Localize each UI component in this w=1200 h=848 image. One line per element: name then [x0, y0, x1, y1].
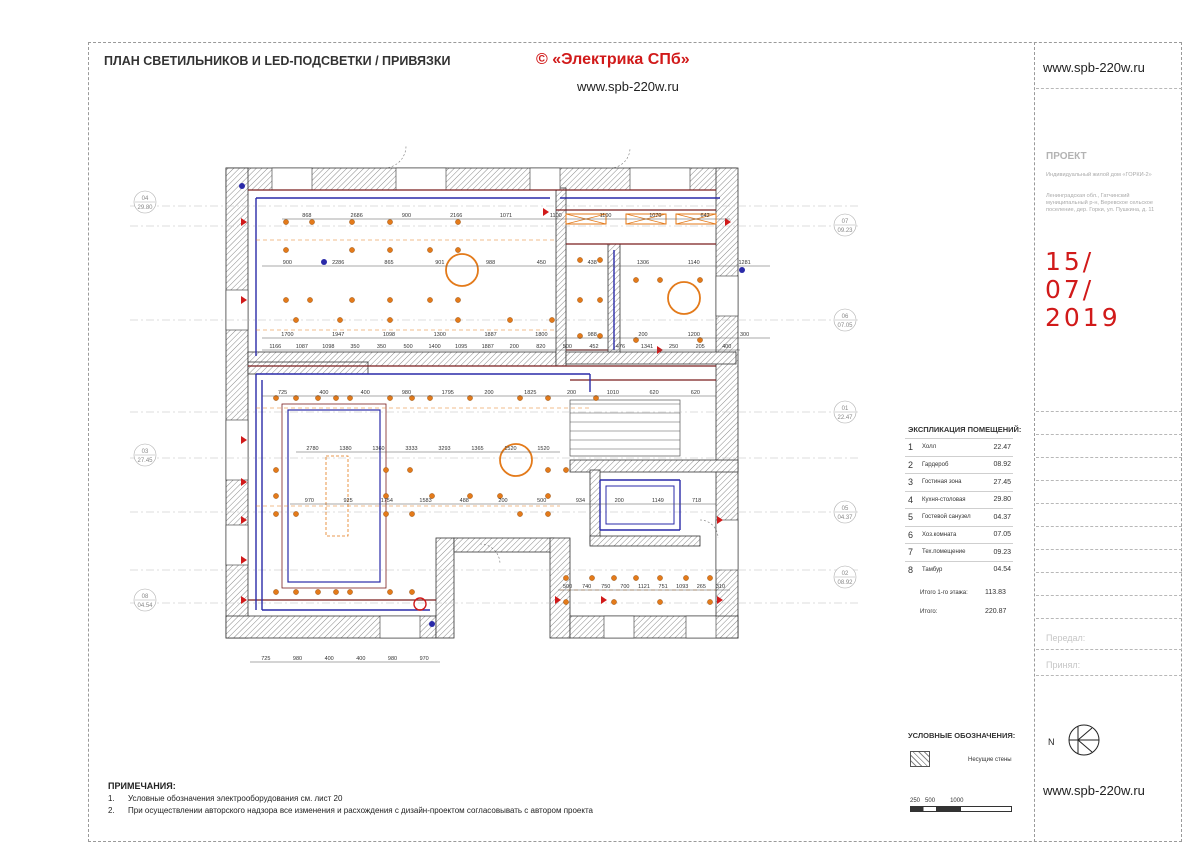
- title-block-separator: [1036, 457, 1182, 458]
- dimension-label: 1071: [499, 213, 513, 219]
- spot-light: [283, 219, 288, 224]
- spot-light: [387, 297, 392, 302]
- spot-light: [577, 257, 582, 262]
- window: [272, 168, 312, 190]
- sheet-title: ПЛАН СВЕТИЛЬНИКОВ И LED-ПОДСВЕТКИ / ПРИВЯЗКИ: [104, 54, 451, 68]
- note-item: 2. При осуществлении авторского надзора все изменения и расхождения с дизайн-проектом согласовывать с автором проекта: [108, 806, 593, 815]
- ceiling-outlet: [739, 267, 745, 273]
- dimension-label: 642: [700, 213, 710, 219]
- explication-row: [905, 544, 1013, 562]
- dimension-label: 901: [435, 260, 445, 266]
- window: [604, 616, 634, 638]
- dimension-label: 2166: [450, 213, 463, 219]
- door-swing: [384, 146, 406, 168]
- spot-light: [427, 297, 432, 302]
- spot-light: [349, 297, 354, 302]
- dimension-label: 1098: [322, 344, 335, 350]
- dimension-label: 1800: [535, 332, 548, 338]
- bearing-wall: [454, 538, 554, 552]
- walls: [226, 146, 738, 638]
- spot-light: [407, 467, 412, 472]
- spot-light: [611, 599, 616, 604]
- dimension-label: 1700: [281, 332, 294, 338]
- dimension-label: 1754: [380, 498, 393, 504]
- ceiling-outlet: [321, 259, 327, 265]
- spot-light: [283, 297, 288, 302]
- legend-title: УСЛОВНЫЕ ОБОЗНАЧЕНИЯ:: [908, 731, 1016, 740]
- dimension-label: 265: [696, 584, 706, 590]
- dimension-label: 1100: [549, 213, 562, 219]
- explication-num: 8: [905, 561, 920, 578]
- dimension-label: 980: [401, 390, 412, 396]
- dimension-label: 1520: [537, 446, 550, 452]
- title-block-separator: [1036, 572, 1182, 573]
- bearing-wall-swatch: [910, 751, 930, 767]
- dimension-label: 988: [587, 332, 597, 338]
- dimension-label: 310: [715, 584, 726, 590]
- spot-light: [349, 247, 354, 252]
- project-address: Ленинградская обл., Гатчинский муниципальный р-н, Веревское сельское поселение, дер. Горки, ул. Пушкина, д. 11: [1046, 193, 1155, 213]
- title-block-separator: [1036, 480, 1182, 481]
- dimension-label: 1087: [295, 344, 308, 350]
- room-tag-number: 06: [841, 314, 849, 320]
- led-contour: [288, 410, 380, 582]
- dimension-label: 1300: [433, 332, 446, 338]
- spot-light: [563, 467, 568, 472]
- spot-light: [707, 599, 712, 604]
- dimension-label: 205: [695, 344, 705, 350]
- dimension-label: 970: [304, 498, 314, 504]
- spot-light: [597, 257, 602, 262]
- room-tag-area: 07.05: [837, 323, 853, 329]
- spot-light: [563, 575, 568, 580]
- explication-table: [905, 438, 1013, 578]
- spot-light: [633, 575, 638, 580]
- legend-bearing-walls: Несущие стены: [968, 757, 1012, 763]
- bearing-wall: [566, 352, 736, 364]
- explication-area: 09.23: [986, 544, 1013, 562]
- dimension-label: 200: [566, 390, 577, 396]
- total-label: Итого:: [920, 609, 938, 615]
- title-block-separator: [1036, 595, 1182, 596]
- dimension-label: 1365: [471, 446, 484, 452]
- spot-light: [455, 219, 460, 224]
- title-block-separator: [1036, 411, 1182, 412]
- dimension-label: 1100: [599, 213, 612, 219]
- brand-name: © «Электрика СПб»: [536, 51, 690, 68]
- explication-area: 27.45: [986, 474, 1013, 492]
- window: [396, 168, 446, 190]
- title-block-separator: [1036, 549, 1182, 550]
- spot-light: [307, 297, 312, 302]
- spot-light: [589, 575, 594, 580]
- room-tag-area: 04.37: [837, 515, 853, 521]
- date-day: 15/: [1045, 247, 1095, 276]
- staircase: [570, 400, 680, 456]
- explication-area: 07.05: [986, 526, 1013, 544]
- title-block-separator: [1036, 618, 1182, 619]
- project-label: ПРОЕКТ: [1046, 151, 1087, 162]
- spot-light: [563, 599, 568, 604]
- dimension-label: 1795: [441, 390, 454, 396]
- explication-num: 5: [905, 509, 920, 527]
- dimension-label: 400: [722, 344, 732, 350]
- spot-light: [545, 467, 550, 472]
- dimension-label: 1380: [339, 446, 352, 452]
- field-accepted: Принял:: [1046, 660, 1081, 670]
- title-block-url-bottom: www.spb-220w.ru: [1043, 783, 1145, 798]
- explication-num: 6: [905, 526, 920, 544]
- explication-num: 7: [905, 544, 920, 562]
- ceiling-outlet: [239, 183, 245, 189]
- explication-num: 4: [905, 491, 920, 509]
- dimension-label: 900: [282, 260, 292, 266]
- spot-light: [387, 317, 392, 322]
- total-value: 220.87: [985, 608, 1007, 615]
- spot-light: [683, 575, 688, 580]
- scale-label: 500: [925, 798, 936, 804]
- spot-light: [657, 575, 662, 580]
- dimension-label: 500: [562, 584, 573, 590]
- brand-url: www.spb-220w.ru: [577, 79, 679, 94]
- dimension-label: 620: [649, 390, 659, 396]
- dimension-label: 1360: [372, 446, 385, 452]
- room-tag-number: 01: [841, 406, 849, 412]
- spot-light: [517, 511, 522, 516]
- spot-light: [545, 511, 550, 516]
- spot-light: [409, 589, 414, 594]
- dimension-label: 1070: [649, 213, 662, 219]
- room-tag-number: 07: [841, 219, 849, 225]
- dimension-label: 400: [356, 656, 366, 662]
- explication-area: 29.80: [986, 491, 1013, 509]
- explication-name: Холл: [920, 439, 986, 457]
- spot-light: [455, 317, 460, 322]
- dimension-label: 1947: [332, 332, 345, 338]
- spot-light: [597, 297, 602, 302]
- total-floor-value: 113.83: [985, 589, 1006, 596]
- spot-light: [337, 317, 342, 322]
- title-block-url-top: www.spb-220w.ru: [1043, 60, 1145, 75]
- spot-light: [387, 219, 392, 224]
- spot-light: [315, 589, 320, 594]
- spot-light: [273, 589, 278, 594]
- room-tag-number: 05: [841, 506, 849, 512]
- explication-name: Гостевой санузел: [920, 509, 986, 527]
- wall-sconce: [543, 208, 549, 216]
- explication-name: Хоз.комната: [920, 526, 986, 544]
- explication-row: [905, 456, 1013, 474]
- spot-light: [657, 599, 662, 604]
- date-year: 2019: [1045, 303, 1121, 332]
- spot-light: [383, 467, 388, 472]
- dimension-label: 900: [401, 213, 412, 219]
- dimension-label: 1140: [687, 260, 700, 266]
- explication-name: Кухня-столовая: [920, 491, 986, 509]
- explication-name: Тамбур: [920, 561, 986, 578]
- spot-light: [507, 317, 512, 322]
- dimension-label: 725: [261, 656, 271, 662]
- explication-area: 08.92: [986, 456, 1013, 474]
- window: [530, 168, 560, 190]
- dimension-label: 980: [387, 656, 398, 662]
- dimension-label: 350: [350, 344, 360, 350]
- dimension-label: 620: [690, 390, 700, 396]
- dimension-label: 2686: [350, 213, 363, 219]
- issue-date: [1045, 248, 1121, 332]
- dimension-label: 980: [292, 656, 303, 662]
- spot-light: [333, 589, 338, 594]
- spot-light: [293, 511, 298, 516]
- scale-labels: [910, 798, 963, 804]
- title-block-separator: [1036, 526, 1182, 527]
- spot-light: [455, 297, 460, 302]
- dimension-label: 2286: [332, 260, 345, 266]
- dimension-label: 750: [601, 584, 611, 590]
- explication-row: [905, 439, 1013, 457]
- spot-light: [347, 589, 352, 594]
- title-block-divider: [1034, 42, 1035, 842]
- door-swing: [700, 520, 718, 538]
- spot-light: [283, 247, 288, 252]
- north-letter: N: [1048, 737, 1055, 747]
- window: [226, 290, 248, 330]
- ceiling-contour: [282, 404, 386, 588]
- explication-row: [905, 509, 1013, 527]
- dimension-label: 740: [582, 584, 592, 590]
- pendant-light: [668, 282, 700, 314]
- linear-light: [326, 456, 348, 536]
- dimension-label: 500: [562, 344, 572, 350]
- explication-row: [905, 474, 1013, 492]
- scale-label: 1000: [950, 798, 964, 804]
- dimension-label: 200: [638, 332, 648, 338]
- spot-light: [383, 511, 388, 516]
- explication-area: 04.54: [986, 561, 1013, 578]
- dimension-label: 200: [509, 344, 519, 350]
- dimension-label: 450: [536, 260, 546, 266]
- dimension-label: 250: [669, 344, 679, 350]
- spot-light: [273, 511, 278, 516]
- dimension-label: 1825: [524, 390, 537, 396]
- dimension-label: 3333: [405, 446, 418, 452]
- room-tag-area: 08.92: [837, 580, 853, 586]
- dimension-label: 1121: [638, 584, 650, 590]
- dimension-label: 1306: [636, 260, 650, 266]
- room-tag-number: 08: [141, 594, 149, 600]
- room-tag-area: 29.80: [137, 205, 153, 211]
- north-arrow-icon: [1048, 720, 1104, 760]
- window: [226, 420, 248, 480]
- bearing-wall: [590, 536, 700, 546]
- spot-light: [273, 467, 278, 472]
- spot-light: [697, 277, 702, 282]
- total-floor-label: Итого 1-го этажа:: [920, 590, 968, 596]
- explication-num: 1: [905, 439, 920, 457]
- window: [716, 276, 738, 316]
- dimension-label: 1166: [269, 344, 282, 350]
- scale-bar: [910, 806, 1012, 812]
- dimension-label: 500: [403, 344, 413, 350]
- room-tag-area: 04.54: [137, 603, 153, 609]
- dimension-label: 970: [419, 656, 429, 662]
- spot-light: [387, 247, 392, 252]
- luminaires: [239, 183, 745, 627]
- spot-light: [293, 589, 298, 594]
- explication-area: 22.47: [986, 439, 1013, 457]
- scale-label: 250: [910, 798, 921, 804]
- dimension-label: 1400: [428, 344, 441, 350]
- dimension-label: 988: [486, 260, 496, 266]
- room-tag-area: 09.23: [837, 228, 853, 234]
- dimension-label: 452: [589, 344, 599, 350]
- dimension-label: 718: [692, 498, 702, 504]
- dimension-label: 700: [620, 584, 630, 590]
- dimension-label: 200: [484, 390, 494, 396]
- dimension-label: 751: [658, 584, 668, 590]
- note-item: 1. Условные обозначения электрооборудования см. лист 20: [108, 794, 343, 803]
- dimension-label: 925: [343, 498, 353, 504]
- spot-light: [273, 493, 278, 498]
- field-transferred: Передал:: [1046, 633, 1086, 643]
- title-block-separator: [1036, 434, 1182, 435]
- dimension-label: 1281: [738, 260, 751, 266]
- spot-light: [633, 277, 638, 282]
- floor-plan: [100, 140, 860, 670]
- spot-light: [409, 511, 414, 516]
- spot-light: [707, 575, 712, 580]
- window: [380, 616, 420, 638]
- explication-area: 04.37: [986, 509, 1013, 527]
- explication-row: [905, 561, 1013, 578]
- dimension-label: 350: [376, 344, 387, 350]
- room-tag-number: 04: [141, 196, 149, 202]
- dimension-label: 1098: [382, 332, 396, 338]
- spot-light: [577, 297, 582, 302]
- explication-num: 3: [905, 474, 920, 492]
- dimension-label: 300: [740, 332, 750, 338]
- dimension-label: 3293: [438, 446, 451, 452]
- explication-num: 2: [905, 456, 920, 474]
- dimension-label: 1149: [651, 498, 664, 504]
- bearing-wall: [590, 470, 600, 544]
- dimension-label: 200: [614, 498, 624, 504]
- pendant-light: [446, 254, 478, 286]
- dimension-label: 1887: [481, 344, 494, 350]
- dimension-label: 488: [459, 498, 469, 504]
- dimension-label: 2780: [306, 446, 319, 452]
- bearing-wall: [436, 538, 454, 638]
- dimension-label: 400: [324, 656, 334, 662]
- spot-light: [427, 247, 432, 252]
- explication-name: Гостиная зона: [920, 474, 986, 492]
- room-tag-number: 02: [841, 571, 849, 577]
- dimension-label: 500: [537, 498, 547, 504]
- room-tag-area: 22.47: [837, 415, 853, 421]
- dimension-label: 868: [302, 213, 312, 219]
- spot-light: [309, 219, 314, 224]
- spot-light: [387, 589, 392, 594]
- explication-name: Тех.помещение: [920, 544, 986, 562]
- window: [630, 168, 690, 190]
- title-block-separator: [1036, 503, 1182, 504]
- dimension-label: 1341: [640, 344, 654, 350]
- dimension-label: 820: [536, 344, 546, 350]
- spot-light: [611, 575, 616, 580]
- dimension-label: 934: [575, 498, 586, 504]
- led-contour: [606, 486, 674, 524]
- ceiling-outlet: [429, 621, 435, 627]
- dimension-label: 400: [319, 390, 329, 396]
- notes-title: ПРИМЕЧАНИЯ:: [108, 781, 176, 791]
- date-month: 07/: [1045, 275, 1095, 304]
- dimension-label: 1010: [606, 390, 619, 396]
- bearing-wall: [226, 168, 248, 638]
- dimension-label: 725: [278, 390, 288, 396]
- bearing-wall: [248, 362, 368, 374]
- spot-light: [455, 247, 460, 252]
- dimensions: [250, 213, 770, 662]
- room-tag-number: 03: [141, 449, 149, 455]
- spot-light: [549, 317, 554, 322]
- spot-light: [349, 219, 354, 224]
- dimension-label: 1093: [676, 584, 689, 590]
- explication-row: [905, 491, 1013, 509]
- dimension-label: 1887: [484, 332, 497, 338]
- room-tag-area: 27.45: [137, 458, 153, 464]
- spot-light: [293, 317, 298, 322]
- project-name: Индивидуальный жилой дом «ГОРКИ-2»: [1046, 172, 1152, 178]
- spot-light: [657, 277, 662, 282]
- dimension-label: 1200: [687, 332, 700, 338]
- explication-row: [905, 526, 1013, 544]
- dimension-label: 865: [384, 260, 394, 266]
- dimension-label: 476: [615, 344, 626, 350]
- window: [716, 520, 738, 570]
- dimension-label: 200: [498, 498, 508, 504]
- explication-name: Гардероб: [920, 456, 986, 474]
- dimension-label: 1095: [455, 344, 468, 350]
- title-block-separator: [1036, 88, 1182, 89]
- dimension-label: 400: [360, 390, 370, 396]
- door-swing: [610, 148, 630, 168]
- dimension-label: 438: [587, 260, 597, 266]
- title-block-separator: [1036, 675, 1182, 676]
- title-block-separator: [1036, 649, 1182, 650]
- window: [686, 616, 716, 638]
- dimension-label: 1583: [419, 498, 432, 504]
- dimension-label: 1520: [504, 446, 517, 452]
- explication-title: ЭКСПЛИКАЦИЯ ПОМЕЩЕНИЙ:: [908, 425, 1022, 434]
